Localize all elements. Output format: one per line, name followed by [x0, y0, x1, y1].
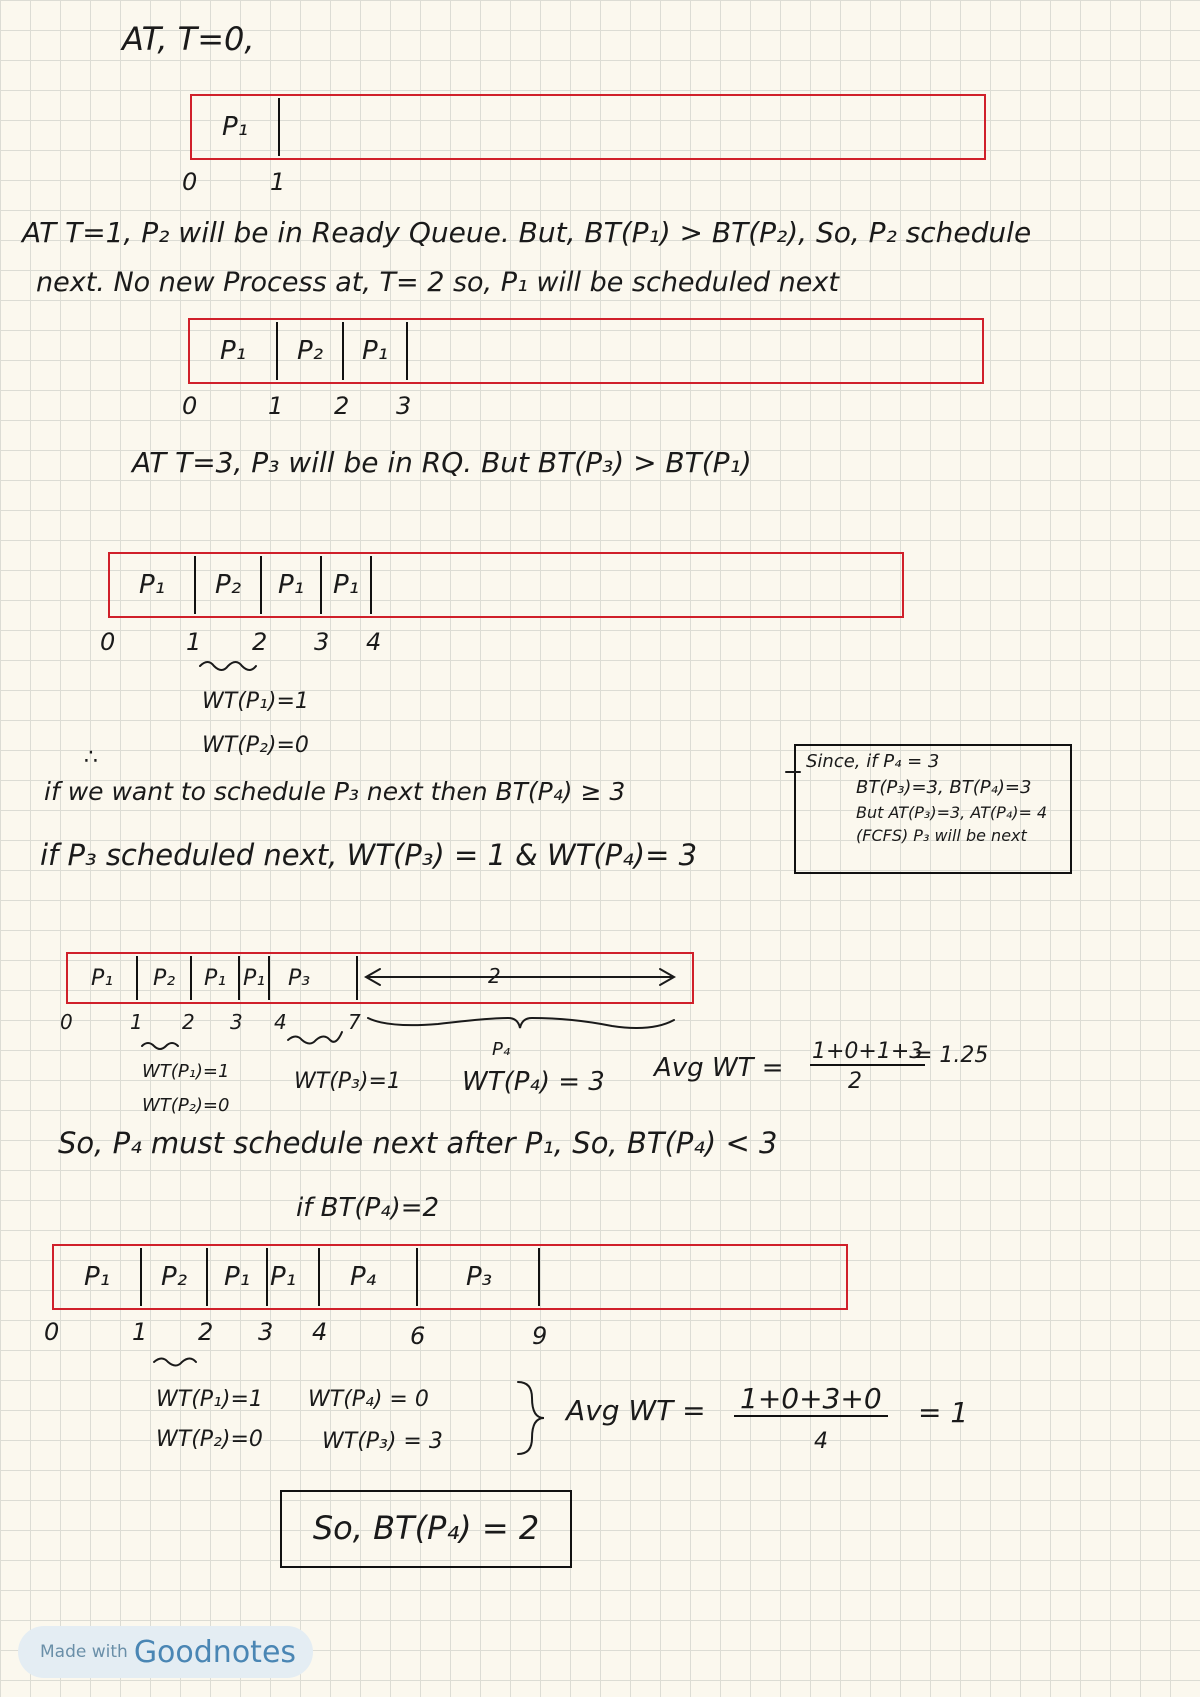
gantt-cell: P₁ [203, 965, 227, 991]
gantt-tick: 0 [60, 1010, 73, 1034]
made-with-label: Made with [40, 1642, 128, 1662]
gantt-cell: P₁ [219, 336, 247, 366]
text-at-t1-line2: next. No new Process at, T= 2 so, P₁ will be scheduled next [36, 267, 839, 298]
gantt-tick: 0 [182, 168, 198, 196]
gantt-cell: P₁ [332, 570, 360, 600]
g4-wt-p3: WT(P₃)=1 [294, 1069, 401, 1094]
squiggle-brace [200, 662, 256, 670]
gantt-tick: 2 [334, 392, 350, 420]
note-line: BT(P₃)=3, BT(P₄)=3 [856, 776, 1032, 798]
avg-wt-1-result: = 1.25 [914, 1043, 989, 1068]
avg-wt-1-numerator: 1+0+1+3 [810, 1040, 925, 1066]
gantt-cell: P₁ [269, 1262, 297, 1292]
avg-wt-1-label: Avg WT = [654, 1053, 784, 1083]
g5-wt-p2: WT(P₂)=0 [156, 1427, 263, 1452]
gantt-cell: P₁ [277, 570, 305, 600]
gantt-tick: 6 [410, 1322, 426, 1350]
final-answer: So, BT(P₄) = 2 [312, 1509, 540, 1548]
g4-wt-p1: WT(P₁)=1 [142, 1061, 230, 1082]
gantt-tick: 7 [348, 1010, 361, 1034]
gantt-cell: P₄ [349, 1262, 377, 1292]
gantt-cell: P₁ [242, 965, 266, 991]
gantt-tick: 4 [312, 1318, 328, 1346]
gantt-tick: 3 [396, 392, 412, 420]
gantt-cell: P₁ [221, 112, 249, 142]
goodnotes-logo: Goodnotes [133, 1634, 297, 1670]
gantt-tick: 2 [182, 1010, 195, 1034]
gantt-tick: 4 [274, 1010, 287, 1034]
note-line: But AT(P₃)=3, AT(P₄)= 4 [856, 802, 1048, 822]
gantt-cell: P₂ [296, 336, 324, 366]
squiggle-brace [142, 1043, 178, 1049]
text-want-schedule-p3: if we want to schedule P₃ next then BT(P₄) ≥ 3 [44, 777, 626, 806]
g4-wt-p2: WT(P₂)=0 [142, 1095, 230, 1116]
gantt-tick: 2 [198, 1318, 214, 1346]
wt-p1-label: WT(P₁)=1 [202, 689, 309, 714]
gantt-tick: 0 [44, 1318, 60, 1346]
text-at-t3: AT T=3, P₃ will be in RQ. But BT(P₃) > BT(P₁) [132, 446, 752, 479]
g5-wt-p1: WT(P₁)=1 [156, 1387, 263, 1412]
gantt-tick: 1 [186, 628, 202, 656]
gantt-cell: P₂ [160, 1262, 188, 1292]
gantt-tick: 1 [130, 1010, 143, 1034]
gantt-cell: P₁ [361, 336, 389, 366]
gantt-tick: 1 [132, 1318, 148, 1346]
gantt-tick: 9 [532, 1322, 548, 1350]
gantt-tick: 1 [268, 392, 284, 420]
g4-wt-p4: WT(P₄) = 3 [462, 1067, 605, 1097]
g4-p4-label: P₄ [492, 1039, 511, 1060]
gantt-tick: 4 [366, 628, 382, 656]
avg-wt-2-denominator: 4 [814, 1429, 828, 1454]
gantt-cell: P₁ [138, 570, 166, 600]
curly-brace [368, 1018, 674, 1028]
goodnotes-watermark [18, 1626, 313, 1678]
wt-p2-label: WT(P₂)=0 [202, 733, 309, 758]
text-if-bt-p4: if BT(P₄)=2 [296, 1193, 440, 1223]
gantt-tick: 0 [182, 392, 198, 420]
squiggle-brace [288, 1032, 342, 1044]
note-line: Since, if P₄ = 3 [806, 751, 940, 772]
avg-wt-2-result: = 1 [918, 1396, 969, 1429]
gantt-tick: 2 [252, 628, 268, 656]
gantt-tick: 0 [100, 628, 116, 656]
heading-at-t0: AT, T=0, [122, 20, 255, 58]
curly-brace [518, 1382, 544, 1454]
gantt-cell: P₂ [152, 965, 176, 991]
avg-wt-2-label: Avg WT = [566, 1394, 706, 1427]
gantt-cell: P₁ [90, 965, 114, 991]
gantt-cell: P₂ [214, 570, 242, 600]
avg-wt-2-numerator: 1+0+3+0 [734, 1384, 888, 1417]
g5-wt-p3: WT(P₃) = 3 [322, 1429, 443, 1454]
text-p4-must-schedule: So, P₄ must schedule next after P₁, So, BT(P₄) < 3 [58, 1126, 778, 1160]
gantt-cell: P₁ [223, 1262, 251, 1292]
avg-wt-1-denominator: 2 [848, 1069, 862, 1094]
idle-gap-label: 2 [488, 964, 501, 988]
gantt-tick: 3 [230, 1010, 243, 1034]
gantt-cell: P₃ [465, 1262, 493, 1292]
squiggle-brace [154, 1359, 196, 1366]
gantt-cell: P₁ [83, 1262, 111, 1292]
therefore-symbol: ∴ [84, 745, 98, 770]
note-line: (FCFS) P₃ will be next [856, 826, 1027, 846]
g5-wt-p4: WT(P₄) = 0 [308, 1387, 429, 1412]
gantt-tick: 1 [270, 168, 286, 196]
gantt-tick: 3 [314, 628, 330, 656]
gantt-cell: P₃ [287, 965, 311, 991]
gantt-tick: 3 [258, 1318, 274, 1346]
text-at-t1-line1: AT T=1, P₂ will be in Ready Queue. But, BT(P₁) > BT(P₂), So, P₂ schedule [22, 216, 1032, 249]
text-if-p3-scheduled: if P₃ scheduled next, WT(P₃) = 1 & WT(P₄)= 3 [40, 838, 698, 872]
